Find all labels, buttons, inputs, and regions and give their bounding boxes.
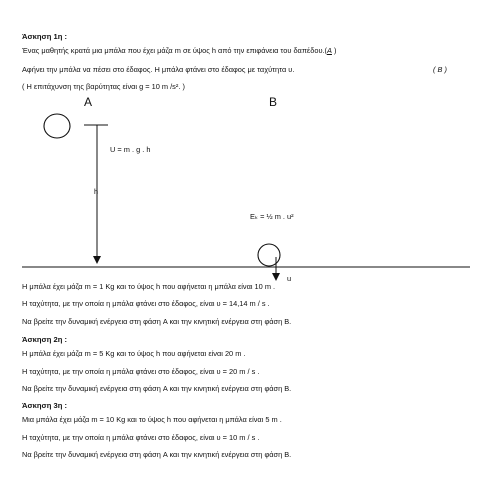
exercise-1-data-3: Να βρείτε την δυναμική ενέργεια στη φάση A και την κινητική ενέργεια στη φάση B. [22,317,292,326]
exercise-2-line-1: Η μπάλα έχει μάζα m = 5 Kg και το ύψος h που αφήνεται είναι 20 m . [22,349,246,358]
exercise-3-line-2: Η ταχύτητα, με την οποία η μπάλα φτάνει στο έδαφος, είναι υ = 10 m / s . [22,433,260,442]
phase-b-label: B [269,95,278,109]
height-label: h [94,187,99,196]
exercise-2-line-3: Να βρείτε την δυναμική ενέργεια στη φάση A και την κινητική ενέργεια στη φάση B. [22,384,292,393]
exercise-1-data-2: Η ταχύτητα, με την οποία η μπάλα φτάνει στο έδαφος, είναι υ = 14,14 m / s . [22,299,270,308]
exercise-1-line-1-text: Ένας μαθητής κρατά μια μπάλα που έχει μάζα m σε ύψος h από την επιφάνεια του δαπέδου.( [22,46,328,55]
exercise-2-line-2: Η ταχύτητα, με την οποία η μπάλα φτάνει στο έδαφος, είναι υ = 20 m / s . [22,367,260,376]
exercise-1-data-1: Η μπάλα έχει μάζα m = 1 Kg και το ύψος h που αφήνεται η μπάλα είναι 10 m . [22,282,276,291]
exercise-1-line-1-end: ) [334,46,337,55]
velocity-label: u [287,274,292,283]
exercise-1-title: Άσκηση 1η : [22,32,67,41]
exercise-3-line-1: Μια μπάλα έχει μάζα m = 10 Kg και το ύψος h που αφήνεται η μπάλα είναι 5 m . [22,415,282,424]
phase-b-marker: ( B ) [433,65,447,74]
ball-at-height [44,114,70,138]
potential-energy-formula: U = m . g . h [110,145,151,154]
exercise-1-line-3: ( Η επιτάχυνση της βαρύτητας είναι g = 10 m /s². ) [22,82,185,91]
exercise-1-line-2: Αφήνει την μπάλα να πέσει στο έδαφος. Η μπάλα φτάνει στο έδαφος με ταχύτητα υ. [22,65,295,74]
phase-a-label: A [84,95,93,109]
ball-at-ground [258,244,280,266]
exercise-2-title: Άσκηση 2η : [22,335,67,344]
exercise-3-title: Άσκηση 3η : [22,401,67,410]
exercise-3-line-3: Να βρείτε την δυναμική ενέργεια στη φάση A και την κινητική ενέργεια στη φάση B. [22,450,292,459]
phase-a-marker: A [327,46,332,55]
kinetic-energy-formula: Eₖ = ½ m . u² [250,212,294,221]
